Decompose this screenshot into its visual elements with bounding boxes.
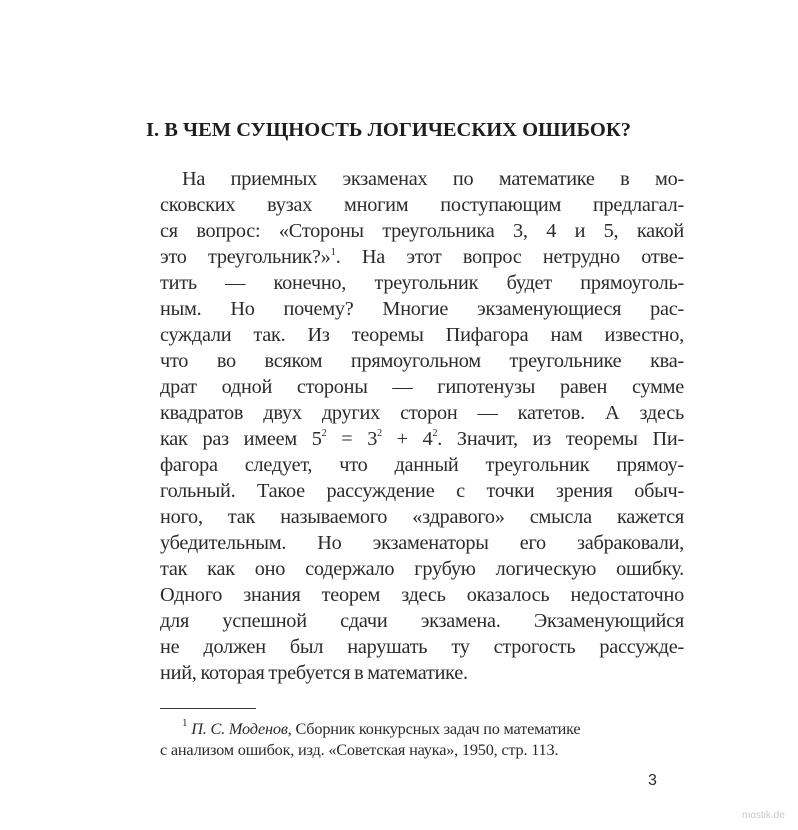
text-line: квадратов двух других сторон — катетов. А здесь (160, 402, 684, 424)
watermark: mostik.de (742, 810, 785, 821)
text-line: сковских вузах многим поступающим предлагал- (160, 194, 684, 216)
body-paragraph (160, 166, 684, 686)
footnote-divider (160, 708, 256, 709)
exponent: 2 (377, 428, 382, 439)
text-line: На приемных экзаменах по математике в мо- (182, 168, 684, 190)
text-line: ного, так называемого «здравого» смысла кажется (160, 506, 684, 528)
exponent: 2 (432, 428, 438, 439)
text-line: ний, которая требуется в математике. (160, 662, 468, 684)
footnote-text: , Сборник конкурсных задач по математике (287, 719, 581, 738)
equation-term: 3 (367, 428, 378, 450)
equation (312, 428, 438, 450)
text-fragment: как раз имеем (160, 428, 312, 450)
page-number: 3 (648, 772, 657, 789)
text-line: драт одной стороны — гипотенузы равен сумме (160, 376, 684, 398)
footnote-author: П. С. Моденов (191, 719, 288, 738)
text-line: не должен был нарушать ту строгость рассужде- (160, 636, 684, 658)
chapter-heading: I. В ЧЕМ СУЩНОСТЬ ЛОГИЧЕСКИХ ОШИБОК? (146, 119, 631, 141)
text-fragment: это треугольник?» (160, 246, 331, 268)
text-line: суждали так. Из теоремы Пифагора нам известно, (160, 324, 684, 346)
exponent: 2 (321, 428, 327, 439)
footnote-reference[interactable]: 1 (330, 246, 336, 258)
footnote (160, 718, 684, 760)
footnote-marker: 1 (182, 717, 188, 729)
equation-line (160, 426, 684, 452)
text-line: так как оно содержало грубую логическую ошибку. (160, 558, 684, 580)
text-line: что во всяком прямоугольном треугольнике ква- (160, 350, 684, 372)
text-line: ным. Но почему? Многие экзаменующиеся рас- (160, 298, 684, 320)
text-line: убедительным. Но экзаменаторы его забраковали, (160, 532, 684, 554)
text-line: для успешной сдачи экзамена. Экзаменующийся (160, 610, 684, 632)
equation-term: 4 (422, 428, 433, 450)
equation-term: 5 (311, 428, 322, 450)
text-column (160, 166, 684, 760)
text-line: фагора следует, что данный треугольник прямоу- (160, 454, 684, 476)
footnote-line (160, 718, 684, 739)
text-line: гольный. Такое рассуждение с точки зрения обыч- (160, 480, 684, 502)
footnote-line: с анализом ошибок, изд. «Советская наука», 1950, стр. 113. (160, 740, 559, 759)
equals-sign: = (326, 428, 368, 450)
text-line: Одного знания теорем здесь оказалось недостаточно (160, 584, 684, 606)
text-fragment: . На этот вопрос нетрудно отве- (335, 246, 684, 268)
plus-sign: + (381, 428, 423, 450)
text-line (160, 244, 684, 270)
text-fragment: . Значит, из теоремы Пи- (437, 428, 684, 450)
text-line: ся вопрос: «Стороны треугольника 3, 4 и 5, какой (160, 220, 684, 242)
text-line: тить — конечно, треугольник будет прямоуголь- (160, 272, 684, 294)
